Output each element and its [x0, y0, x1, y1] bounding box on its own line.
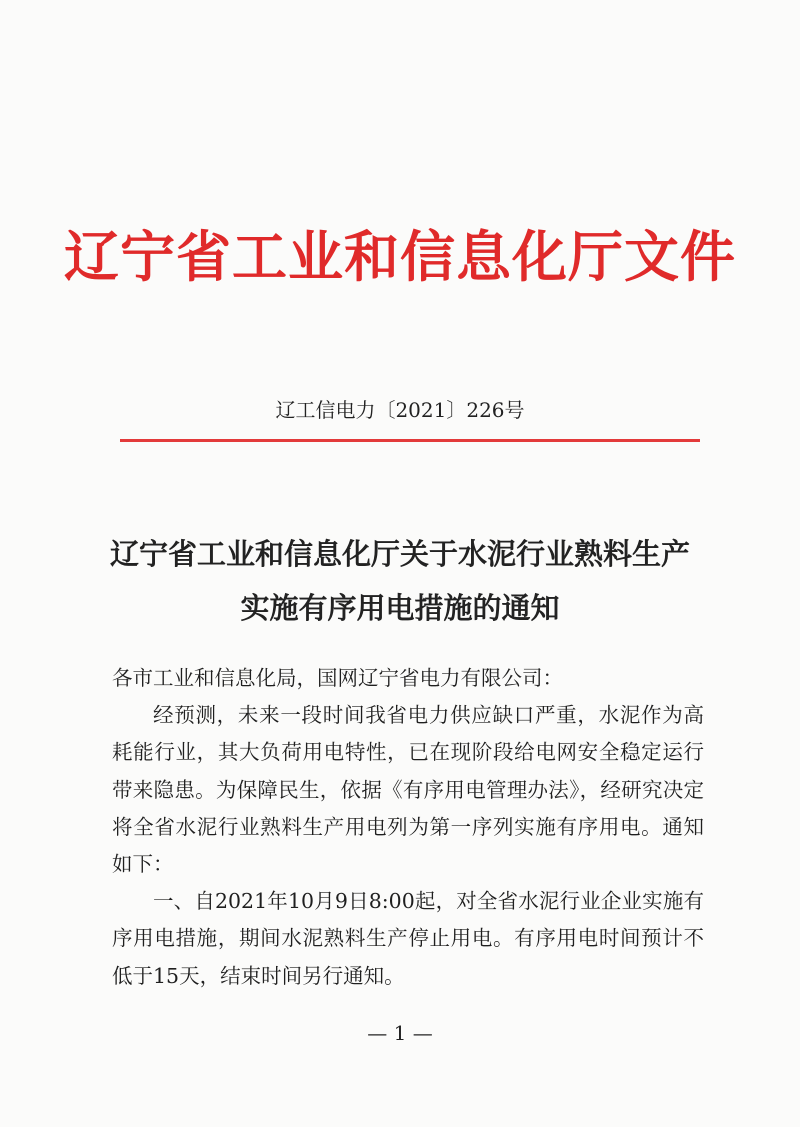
red-divider [120, 439, 700, 442]
document-body [112, 660, 704, 995]
notice-title [0, 527, 800, 635]
notice-title-line-2: 实施有序用电措施的通知 [240, 591, 560, 625]
paragraph-2: 一、自2021年10月9日8:00起，对全省水泥行业企业实施有序用电措施，期间水泥熟料生产停止用电。有序用电时间预计不低于15天，结束时间另行通知。 [112, 889, 704, 988]
issuer-title: 辽宁省工业和信息化厅文件 [63, 224, 736, 289]
notice-title-line-1: 辽宁省工业和信息化厅关于水泥行业熟料生产 [109, 537, 690, 571]
paragraph-1: 经预测，未来一段时间我省电力供应缺口严重，水泥作为高耗能行业，其大负荷用电特性，已在现阶段给电网安全稳定运行带来隐患。为保障民生，依据《有序用电管理办法》，经研究决定将全省水泥行业熟料生产用电列为第一序列实施有序用电。通知如下： [112, 703, 704, 877]
document-number: 辽工信电力〔2021〕226号 [275, 398, 525, 422]
page-number: — 1 — [367, 1021, 433, 1045]
addressee: 各市工业和信息化局，国网辽宁省电力有限公司： [112, 666, 563, 690]
